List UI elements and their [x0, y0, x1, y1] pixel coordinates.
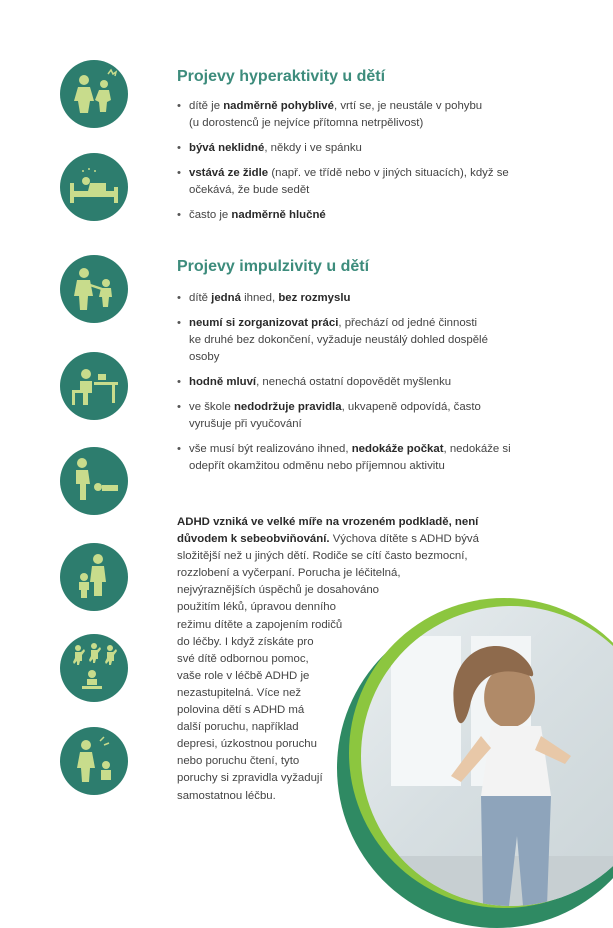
adhd-line: samostatnou léčbu. — [177, 789, 276, 802]
impulsivity-heading: Projevy impulzivity u dětí — [177, 258, 370, 275]
list-item: • bývá neklidné, někdy i ve spánku — [177, 140, 547, 157]
adhd-line: složitější než u jiných dětí. Rodiče se cítí často bezmocní, — [177, 550, 468, 563]
adhd-line: režimu dítěte a zapojením rodičů — [177, 618, 343, 631]
adhd-bold-line1: ADHD vzniká ve velké míře na vrozeném podkladě, není — [177, 516, 479, 528]
adhd-line: do léčby. I když získáte pro — [177, 635, 314, 648]
adhd-line: rozzlobení a vyčerpaní. Porucha je léčitelná, — [177, 567, 401, 580]
adhd-line2-rest: Výchova dítěte s ADHD bývá — [329, 533, 479, 546]
adhd-line: nebo poruchu čtení, tyto — [177, 755, 300, 768]
parent-child-conflict-icon — [60, 60, 128, 128]
adult-comforting-child-icon — [60, 543, 128, 611]
adhd-line: další poruchu, například — [177, 721, 299, 734]
child-crying-with-adult-icon — [60, 727, 128, 795]
list-item: • dítě jedná ihned, bez rozmyslu — [177, 290, 547, 307]
list-item: • hodně mluví, nenechá ostatní dopovědět myšlenku — [177, 374, 547, 391]
jumping-children-icon — [60, 634, 128, 702]
hyperactivity-list — [177, 98, 547, 232]
list-item: • vstává ze židle (např. ve třídě nebo v jiných situacích), když se očekává, že bude sedět — [177, 165, 547, 199]
adhd-line: depresi, úzkostnou poruchu — [177, 738, 317, 751]
adhd-line: své dítě odbornou pomoc, — [177, 652, 309, 665]
adhd-paragraph — [177, 514, 479, 805]
adhd-line: poruchy si zpravidla vyžadují — [177, 772, 323, 785]
list-item: • vše musí být realizováno ihned, nedokáže počkat, nedokáže si odepřít okamžitou odměnu nebo příjemnou aktivitu — [177, 441, 547, 475]
photo-decoration — [337, 590, 613, 890]
list-item: • ve škole nedodržuje pravidla, ukvapeně odpovídá, často vyrušuje při vyučování — [177, 399, 547, 433]
adhd-line: nejvýraznějších úspěchů je dosahováno — [177, 584, 380, 597]
adhd-line: použitím léků, úpravou denního — [177, 601, 336, 614]
list-item: • neumí si zorganizovat práci, přechází od jedné činnosti ke druhé bez dokončení, vyžaduje neustálý dohled dospělé osoby — [177, 315, 547, 366]
hyperactivity-heading: Projevy hyperaktivity u dětí — [177, 68, 386, 85]
child-pulling-adult-icon — [60, 255, 128, 323]
adhd-bold-line2: důvodem k sebeobviňování. — [177, 533, 330, 546]
child-restless-in-bed-icon — [60, 153, 128, 221]
child-at-table-icon — [60, 352, 128, 420]
adhd-line: vaše role v léčbě ADHD je — [177, 669, 310, 682]
list-item: • často je nadměrně hlučné — [177, 207, 547, 224]
adhd-line: nezastupitelná. Více než — [177, 686, 302, 699]
impulsivity-list — [177, 290, 547, 483]
adult-child-on-floor-icon — [60, 447, 128, 515]
list-item: • dítě je nadměrně pohyblivé, vrtí se, je neustále v pohybu (u dorostenců je nejvíce přítomna netrpělivost) — [177, 98, 547, 132]
adhd-line: polovina dětí s ADHD má — [177, 704, 305, 717]
